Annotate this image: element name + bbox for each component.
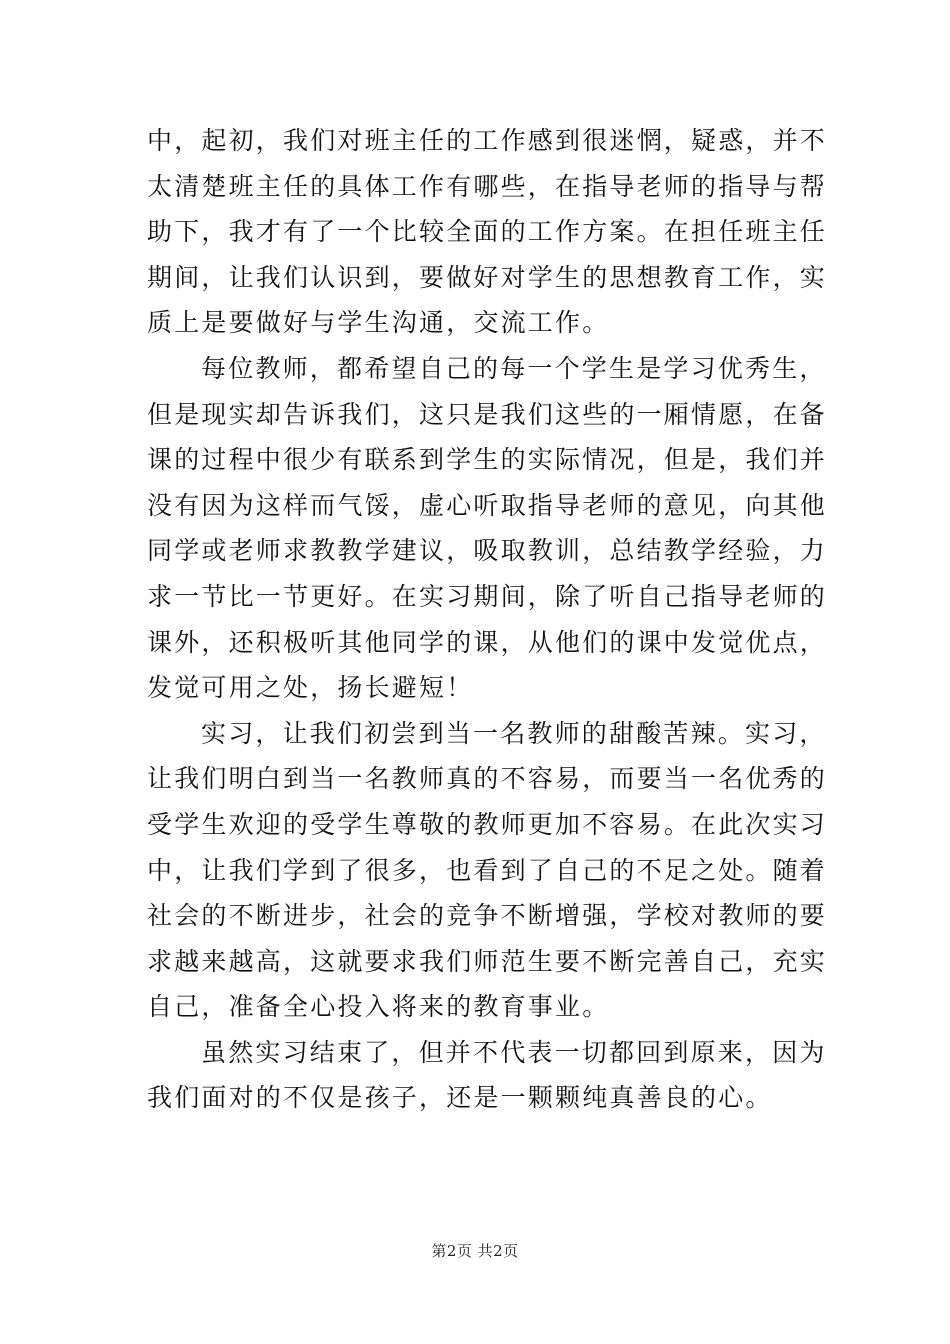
text-line: 让我们明白到当一名教师真的不容易，而要当一名优秀的 bbox=[147, 764, 828, 794]
text-line: 没有因为这样而气馁，虚心听取指导老师的意见，向其他 bbox=[147, 490, 828, 520]
text-line: 自己，准备全心投入将来的教育事业。 bbox=[147, 992, 610, 1022]
text-line: 太清楚班主任的具体工作有哪些，在指导老师的指导与帮 bbox=[147, 171, 828, 201]
text-line: 求一节比一节更好。在实习期间，除了听自己指导老师的 bbox=[147, 581, 828, 611]
text-line: 发觉可用之处，扬长避短！ bbox=[147, 673, 474, 703]
text-line: 助下，我才有了一个比较全面的工作方案。在担任班主任 bbox=[147, 217, 828, 247]
text-line: 课外，还积极听其他同学的课，从他们的课中发觉优点， bbox=[147, 627, 828, 657]
page-footer bbox=[0, 1240, 950, 1261]
text-line: 中，起初，我们对班主任的工作感到很迷惘，疑惑，并不 bbox=[147, 126, 828, 155]
text-line: 同学或老师求教教学建议，吸取教训，总结教学经验，力 bbox=[147, 536, 828, 566]
text-line: 课的过程中很少有联系到学生的实际情况，但是，我们并 bbox=[147, 445, 828, 475]
paragraph-first-line: 虽然实习结束了，但并不代表一切都回到原来，因为 bbox=[201, 1037, 827, 1067]
text-line: 我们面对的不仅是孩子，还是一颗颗纯真善良的心。 bbox=[147, 1083, 773, 1113]
text-line: 受学生欢迎的受学生尊敬的教师更加不容易。在此次实习 bbox=[147, 809, 828, 839]
paragraph-first-line: 每位教师，都希望自己的每一个学生是学习优秀生， bbox=[201, 353, 827, 383]
text-line: 社会的不断进步，社会的竞争不断增强，学校对教师的要 bbox=[147, 901, 828, 931]
text-line: 求越来越高，这就要求我们师范生要不断完善自己，充实 bbox=[147, 946, 828, 976]
document-body bbox=[147, 118, 828, 1121]
page-number: 第2页 共2页 bbox=[431, 1242, 519, 1260]
text-line: 但是现实却告诉我们，这只是我们这些的一厢情愿，在备 bbox=[147, 399, 828, 429]
text-line: 质上是要做好与学生沟通，交流工作。 bbox=[147, 308, 610, 338]
text-line: 期间，让我们认识到，要做好对学生的思想教育工作，实 bbox=[147, 262, 828, 292]
paragraph-first-line: 实习，让我们初尝到当一名教师的甜酸苦辣。实习， bbox=[201, 718, 827, 748]
text-line: 中，让我们学到了很多，也看到了自己的不足之处。随着 bbox=[147, 855, 828, 885]
